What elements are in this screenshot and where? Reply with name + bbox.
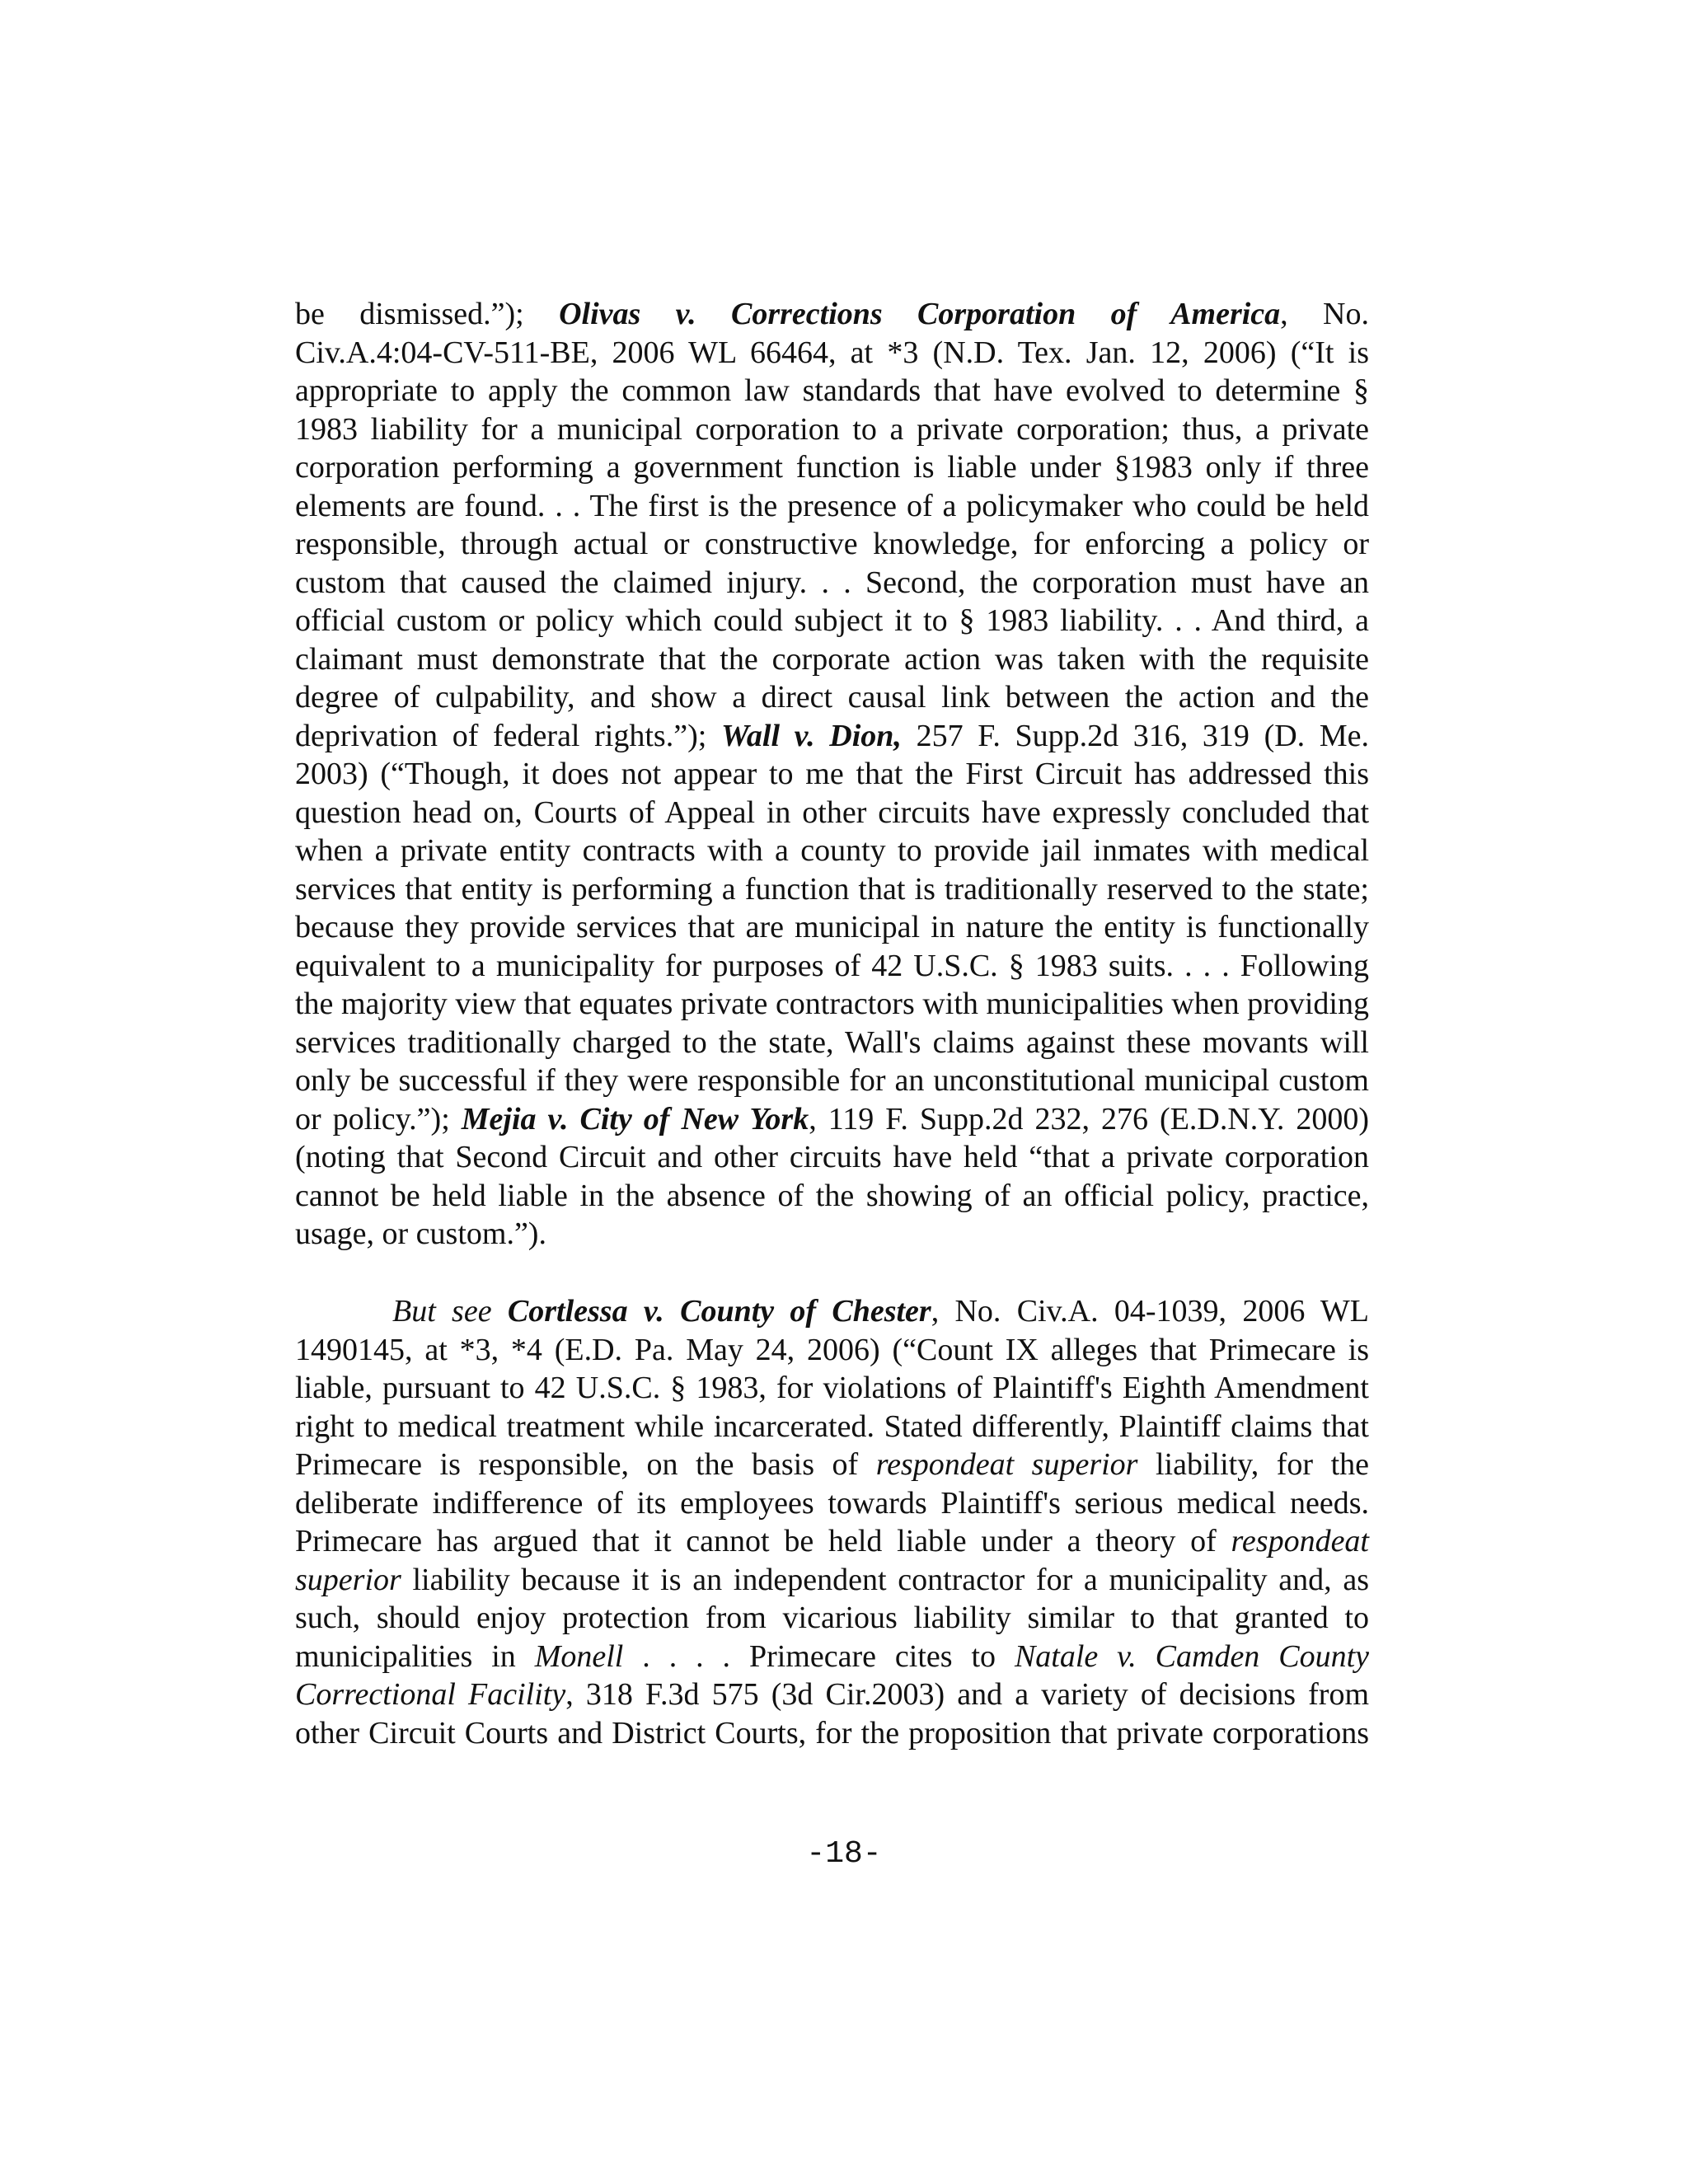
text-run: 257 F. Supp.2d 316, 319 (D. Me.	[901, 718, 1369, 753]
text-run: liability because it is an independent contractor for a municipality and, as	[401, 1562, 1369, 1597]
text-run: deliberate indifference of its employees towards Plaintiff's serious medical needs.	[295, 1485, 1369, 1521]
text-run: liability, for the	[1137, 1447, 1369, 1482]
text-run: or policy.”);	[295, 1101, 462, 1137]
text-line	[295, 602, 1369, 640]
text-line	[295, 1484, 1369, 1523]
text-line	[295, 832, 1369, 870]
citation-run: Correctional Facility	[295, 1677, 566, 1712]
text-line	[295, 640, 1369, 679]
text-line	[295, 678, 1369, 717]
text-run: Primecare is responsible, on the basis of	[295, 1447, 876, 1482]
text-line	[295, 755, 1369, 794]
text-run: , No. Civ.A. 04-1039, 2006 WL	[931, 1294, 1369, 1329]
text-line	[295, 372, 1369, 410]
citation-run: Cortlessa v. County of Chester	[507, 1294, 931, 1329]
paragraph-2	[295, 1292, 1369, 1752]
text-run: (noting that Second Circuit and other circuits have held “that a private corporation	[295, 1140, 1369, 1174]
text-line	[295, 870, 1369, 909]
text-line	[295, 1024, 1369, 1062]
text-run: cannot be held liable in the absence of the showing of an official policy, practice,	[295, 1178, 1369, 1213]
text-line	[295, 1522, 1369, 1561]
text-line	[295, 1599, 1369, 1638]
citation-run: But see	[392, 1294, 508, 1329]
text-run: , 119 F. Supp.2d 232, 276 (E.D.N.Y. 2000)	[809, 1101, 1369, 1137]
citation-run: Olivas v. Corrections Corporation of America	[559, 297, 1281, 331]
text-line	[295, 295, 1369, 334]
citation-run: Natale v. Camden County	[1014, 1638, 1369, 1674]
text-run: 1983 liability for a municipal corporation to a private corporation; thus, a private	[295, 411, 1369, 447]
text-line	[295, 1369, 1369, 1408]
citation-run: Mejia v. City of New York	[461, 1101, 809, 1137]
text-line	[295, 1675, 1369, 1714]
text-run: appropriate to apply the common law standards that have evolved to determine §	[295, 373, 1369, 408]
text-line	[295, 794, 1369, 832]
text-line	[295, 448, 1369, 487]
text-run: custom that caused the claimed injury. . . Second, the corporation must have an	[295, 565, 1369, 600]
text-run: other Circuit Courts and District Courts, for the proposition that private corporations	[295, 1715, 1369, 1750]
text-line	[295, 1138, 1369, 1177]
paragraph-1	[295, 295, 1369, 1254]
text-run: such, should enjoy protection from vicarious liability similar to that granted to	[295, 1601, 1369, 1635]
text-line	[295, 1446, 1369, 1484]
text-run: liable, pursuant to 42 U.S.C. § 1983, for violations of Plaintiff's Eighth Amendment	[295, 1371, 1369, 1405]
text-run: Civ.A.4:04-CV-511-BE, 2006 WL 66464, at *3 (N.D. Tex. Jan. 12, 2006) (“It is	[295, 335, 1369, 370]
text-run: responsible, through actual or constructive knowledge, for enforcing a policy or	[295, 527, 1369, 561]
text-run: . . . . Primecare cites to	[623, 1638, 1015, 1674]
text-run: be dismissed.”);	[295, 297, 560, 331]
text-run: 1490145, at *3, *4 (E.D. Pa. May 24, 2006) (“Count IX alleges that Primecare is	[295, 1332, 1369, 1367]
text-run: deprivation of federal rights.”);	[295, 718, 721, 753]
text-line	[295, 1215, 1369, 1254]
text-run: services traditionally charged to the state, Wall's claims against these movants will	[295, 1024, 1369, 1060]
text-run: right to medical treatment while incarcerated. Stated differently, Plaintiff claims that	[295, 1408, 1369, 1444]
text-line	[295, 1714, 1369, 1753]
citation-run: Wall v. Dion,	[720, 718, 902, 753]
text-line	[295, 1100, 1369, 1139]
text-line	[295, 334, 1369, 373]
text-run: when a private entity contracts with a county to provide jail inmates with medical	[295, 833, 1369, 868]
text-line	[295, 1408, 1369, 1446]
text-line	[295, 410, 1369, 449]
citation-run: respondeat superior	[875, 1447, 1138, 1482]
text-run: official custom or policy which could subject it to § 1983 liability. . . And third, a	[295, 603, 1369, 638]
text-line	[295, 985, 1369, 1024]
text-run: elements are found. . . The first is the presence of a policymaker who could be held	[295, 488, 1369, 523]
text-line	[295, 525, 1369, 564]
text-run: because they provide services that are municipal in nature the entity is functionally	[295, 910, 1369, 944]
text-line	[295, 1638, 1369, 1676]
text-run: municipalities in	[295, 1638, 535, 1674]
text-run: question head on, Courts of Appeal in other circuits have expressly concluded that	[295, 794, 1369, 830]
text-line	[295, 1292, 1369, 1331]
text-run: only be successful if they were responsible for an unconstitutional municipal custom	[295, 1063, 1369, 1098]
citation-run: respondeat	[1231, 1524, 1369, 1558]
text-line	[295, 908, 1369, 947]
page-number: -18-	[806, 1836, 882, 1872]
text-run: usage, or custom.”).	[295, 1216, 546, 1251]
text-line	[295, 1561, 1369, 1600]
text-line	[295, 1177, 1369, 1216]
text-run: degree of culpability, and show a direct causal link between the action and the	[295, 680, 1369, 715]
text-line	[295, 1331, 1369, 1370]
citation-run: superior	[295, 1562, 401, 1597]
text-run: 2003) (“Though, it does not appear to me that the First Circuit has addressed this	[295, 757, 1369, 791]
text-line	[295, 717, 1369, 756]
text-line	[295, 487, 1369, 526]
text-run: services that entity is performing a function that is traditionally reserved to the state;	[295, 871, 1369, 907]
text-run: , 318 F.3d 575 (3d Cir.2003) and a variety of decisions from	[565, 1677, 1370, 1712]
text-run: claimant must demonstrate that the corporate action was taken with the requisite	[295, 641, 1369, 677]
text-run: corporation performing a government function is liable under §1983 only if three	[295, 450, 1369, 485]
text-line	[295, 947, 1369, 986]
text-run: , No.	[1280, 297, 1369, 331]
citation-run: Monell	[534, 1638, 624, 1674]
text-line	[295, 564, 1369, 602]
text-run: Primecare has argued that it cannot be held liable under a theory of	[295, 1524, 1231, 1558]
text-line	[295, 1062, 1369, 1100]
text-run: the majority view that equates private contractors with municipalities when providing	[295, 987, 1369, 1021]
text-run: equivalent to a municipality for purposes of 42 U.S.C. § 1983 suits. . . . Following	[295, 948, 1369, 983]
